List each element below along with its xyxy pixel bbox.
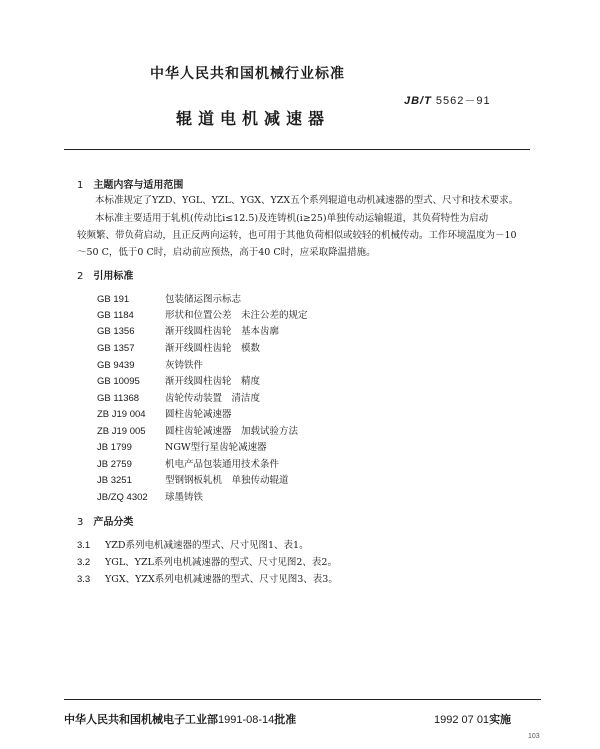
reference-title: 渐开线圆柱齿轮 基本齿廓 (165, 326, 280, 337)
clause-number: 3.2 (77, 557, 91, 568)
reference-code: ZB J19 004 (97, 409, 146, 420)
section-2-heading (77, 267, 133, 282)
approval-date: 1991-08-14 (218, 714, 275, 726)
reference-code: ZB J19 005 (97, 426, 146, 437)
issuing-organization: 中华人民共和国机械行业标准 (150, 66, 345, 82)
reference-item (97, 323, 279, 337)
reference-item (97, 340, 260, 354)
reference-code: GB 191 (97, 294, 130, 305)
section-3-number: 3 (77, 517, 84, 528)
reference-item (97, 291, 241, 305)
section-1-heading (77, 176, 183, 191)
reference-item (97, 307, 308, 321)
clause-text: YGX、YZX系列电机减速器的型式、尺寸见图3、表3。 (105, 574, 338, 585)
reference-title: 型钢钢板轧机 单独传动辊道 (165, 475, 289, 486)
document-title: 辊道电机减速器 (176, 109, 331, 128)
approval-organization: 中华人民共和国机械电子工业部 (64, 713, 218, 726)
footer-divider (64, 699, 541, 700)
reference-code: GB 9439 (97, 360, 135, 371)
clause-text: YGL、YZL系列电机减速器的型式、尺寸见图2、表2。 (105, 557, 337, 568)
reference-code: GB 1184 (97, 310, 134, 321)
reference-title: 渐开线圆柱齿轮 精度 (165, 376, 261, 387)
reference-code: GB 1356 (97, 326, 135, 337)
reference-item (97, 373, 260, 387)
clause-text: YZD系列电机减速器的型式、尺寸见图1、表1。 (105, 540, 309, 551)
reference-item (97, 439, 267, 453)
section-1-line-1: 本标准规定了YZD、YGL、YZL、YGX、YZX五个系列辊道电动机减速器的型式、尺寸和技术要求。 (95, 195, 519, 206)
section-1-line-4: ～50 C，低于0 C时，启动前应预热，高于40 C时，应采取降温措施。 (77, 247, 376, 258)
approval-info (64, 711, 296, 727)
approval-label: 批准 (274, 713, 297, 726)
section-3-heading (77, 513, 133, 528)
reference-item (97, 390, 260, 404)
section-2-number: 2 (77, 271, 84, 282)
section-1-title: 主题内容与适用范围 (93, 180, 184, 191)
standard-number (404, 92, 491, 108)
reference-title: 圆柱齿轮减速器 (165, 409, 232, 420)
clause-item (77, 554, 337, 568)
reference-code: JB 1799 (97, 442, 132, 453)
reference-title: 形状和位置公差 未注公差的规定 (165, 310, 308, 321)
reference-title: 球墨铸铁 (165, 492, 204, 503)
clause-item (77, 571, 338, 585)
reference-title: 灰铸铁件 (165, 360, 204, 371)
section-1-number: 1 (77, 180, 84, 191)
clause-number: 3.3 (77, 574, 91, 585)
reference-item (97, 406, 232, 420)
section-2-title: 引用标准 (93, 271, 134, 282)
reference-title: 齿轮传动装置 清洁度 (165, 393, 261, 404)
header-divider (64, 149, 530, 150)
reference-code: JB 2759 (97, 459, 132, 470)
reference-title: 机电产品包装通用技术条件 (165, 459, 280, 470)
reference-code: JB/ZQ 4302 (97, 492, 148, 503)
reference-item (97, 423, 298, 437)
section-1-line-3: 较频繁、带负荷启动，且正反两向运转，也可用于其他负荷相似或较轻的机械传动。工作环境温度为－10 (77, 230, 517, 241)
reference-code: GB 1357 (97, 343, 135, 354)
standard-code: JB/T (404, 95, 432, 107)
reference-item (97, 489, 203, 503)
clause-number: 3.1 (77, 540, 91, 551)
page-number: 103 (528, 733, 540, 740)
clause-item (77, 537, 309, 551)
reference-title: 圆柱齿轮减速器 加载试验方法 (165, 426, 299, 437)
standard-year-number: 5562－91 (435, 95, 491, 107)
reference-code: JB 3251 (97, 475, 132, 486)
implementation-label: 实施 (489, 713, 512, 726)
reference-title: 包装储运图示标志 (165, 294, 242, 305)
reference-title: 渐开线圆柱齿轮 模数 (165, 343, 261, 354)
implementation-info (434, 711, 511, 727)
reference-item (97, 357, 203, 371)
section-3-title: 产品分类 (93, 517, 134, 528)
reference-item (97, 472, 289, 486)
section-1-line-2: 本标准主要适用于轧机(传动比i≤12.5)及连铸机(i≥25)单独传动运输辊道，其负荷特性为启动 (95, 213, 489, 224)
reference-title: NGW型行星齿轮减速器 (165, 442, 267, 453)
reference-code: GB 10095 (97, 376, 140, 387)
reference-item (97, 456, 279, 470)
implementation-date: 1992 07 01 (434, 714, 490, 726)
reference-code: GB 11368 (97, 393, 140, 404)
